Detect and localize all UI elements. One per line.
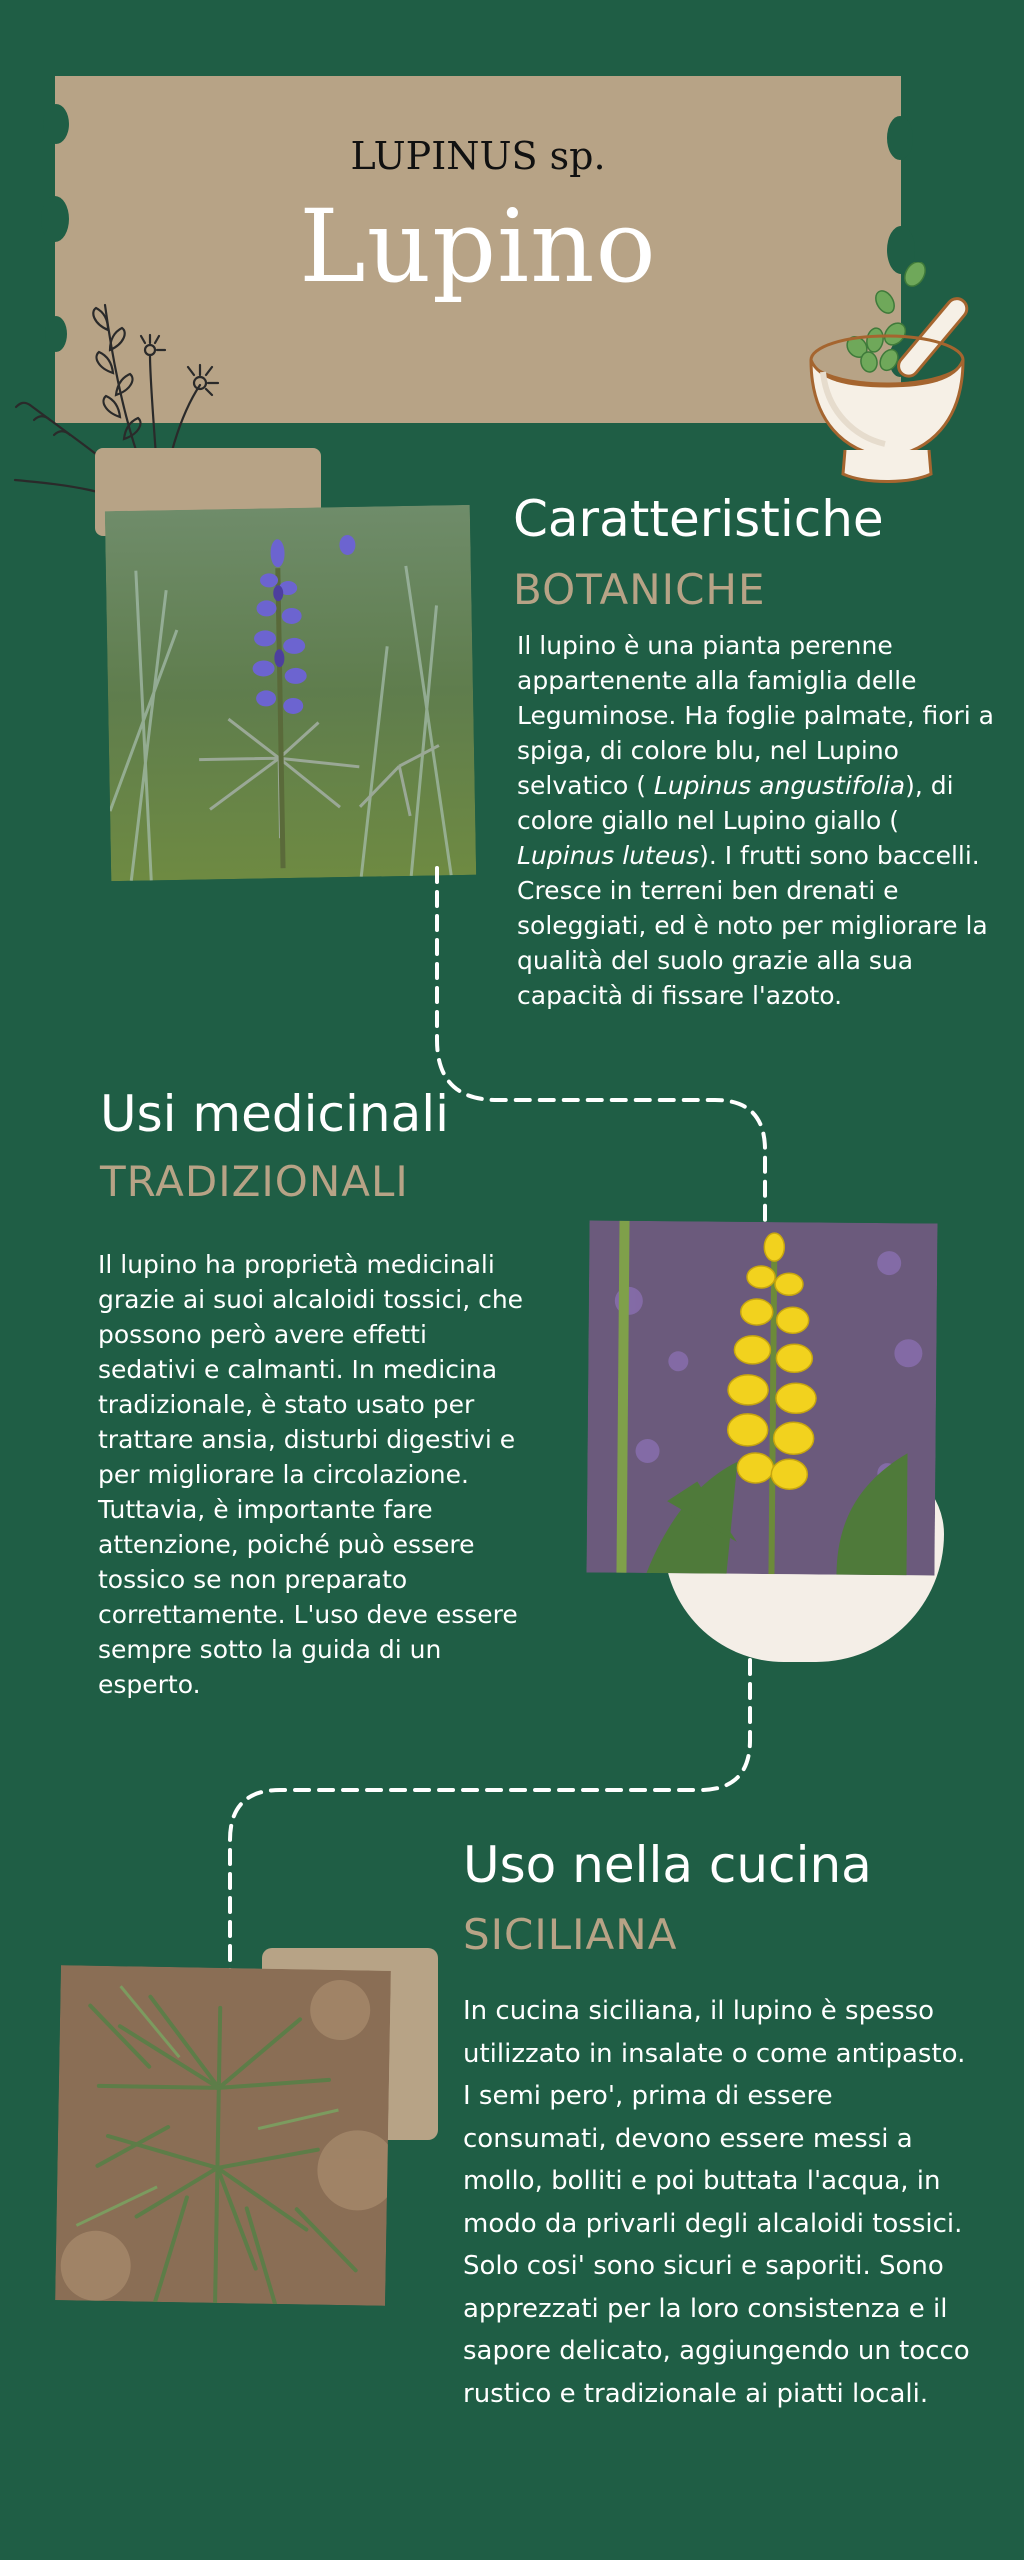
- body-text-part: Il lupino è una pianta perenne appartenente alla famiglia delle Leguminose. Ha foglie palmate, fiori a spiga, di colore blu, nel Lupino selvatico (: [517, 631, 994, 800]
- section-body-medicinal: Il lupino ha proprietà medicinali grazie ai suoi alcaloidi tossici, che possono però avere effetti sedativi e calmanti. In medicina tradizionale, è stato usato per trattare ansia, disturbi digestivi e per migliorare la circolazione. Tuttavia, è importante fare attenzione, poiché può essere tossico se non preparato correttamente. L'uso deve essere sempre sotto la guida di un esperto.: [98, 1250, 524, 1699]
- species-name: Lupinus luteus: [517, 841, 700, 870]
- body-text-part: ). I frutti sono baccelli. Cresce in terreni ben drenati e soleggiati, ed è noto per migliorare la qualità del suolo grazie alla sua capacità di fissare l'azoto.: [517, 841, 988, 1010]
- section-subtitle-cuisine: SICILIANA: [463, 1910, 678, 1959]
- scientific-name: LUPINUS sp.: [350, 134, 606, 178]
- section-title-botanical: Caratteristiche: [513, 490, 884, 548]
- section-subtitle-medicinal: TRADIZIONALI: [100, 1157, 409, 1206]
- species-name: Lupinus angustifolia: [653, 771, 906, 800]
- section-title-cuisine: Uso nella cucina: [463, 1836, 872, 1894]
- section-subtitle-botanical: BOTANICHE: [513, 565, 766, 614]
- page-title: Lupino: [299, 188, 657, 305]
- lupine-foliage-photo: [55, 1965, 391, 2306]
- yellow-lupine-photo: [586, 1220, 937, 1575]
- section-body-cuisine: In cucina siciliana, il lupino è spesso utilizzato in insalate o come antipasto. I semi pero', prima di essere consumati, devono essere messi a mollo, bolliti e poi buttata l'acqua, in modo da privarli degli alcaloidi tossici. Solo cosi' sono sicuri e saporiti. Sono apprezzati per la loro consistenza e il sapore delicato, aggiungendo un tocco rustico e tradizionale ai piatti locali.: [463, 1996, 970, 2409]
- section-title-medicinal: Usi medicinali: [100, 1085, 450, 1143]
- body-text-part: ), di colore giallo nel Lupino giallo (: [517, 771, 954, 835]
